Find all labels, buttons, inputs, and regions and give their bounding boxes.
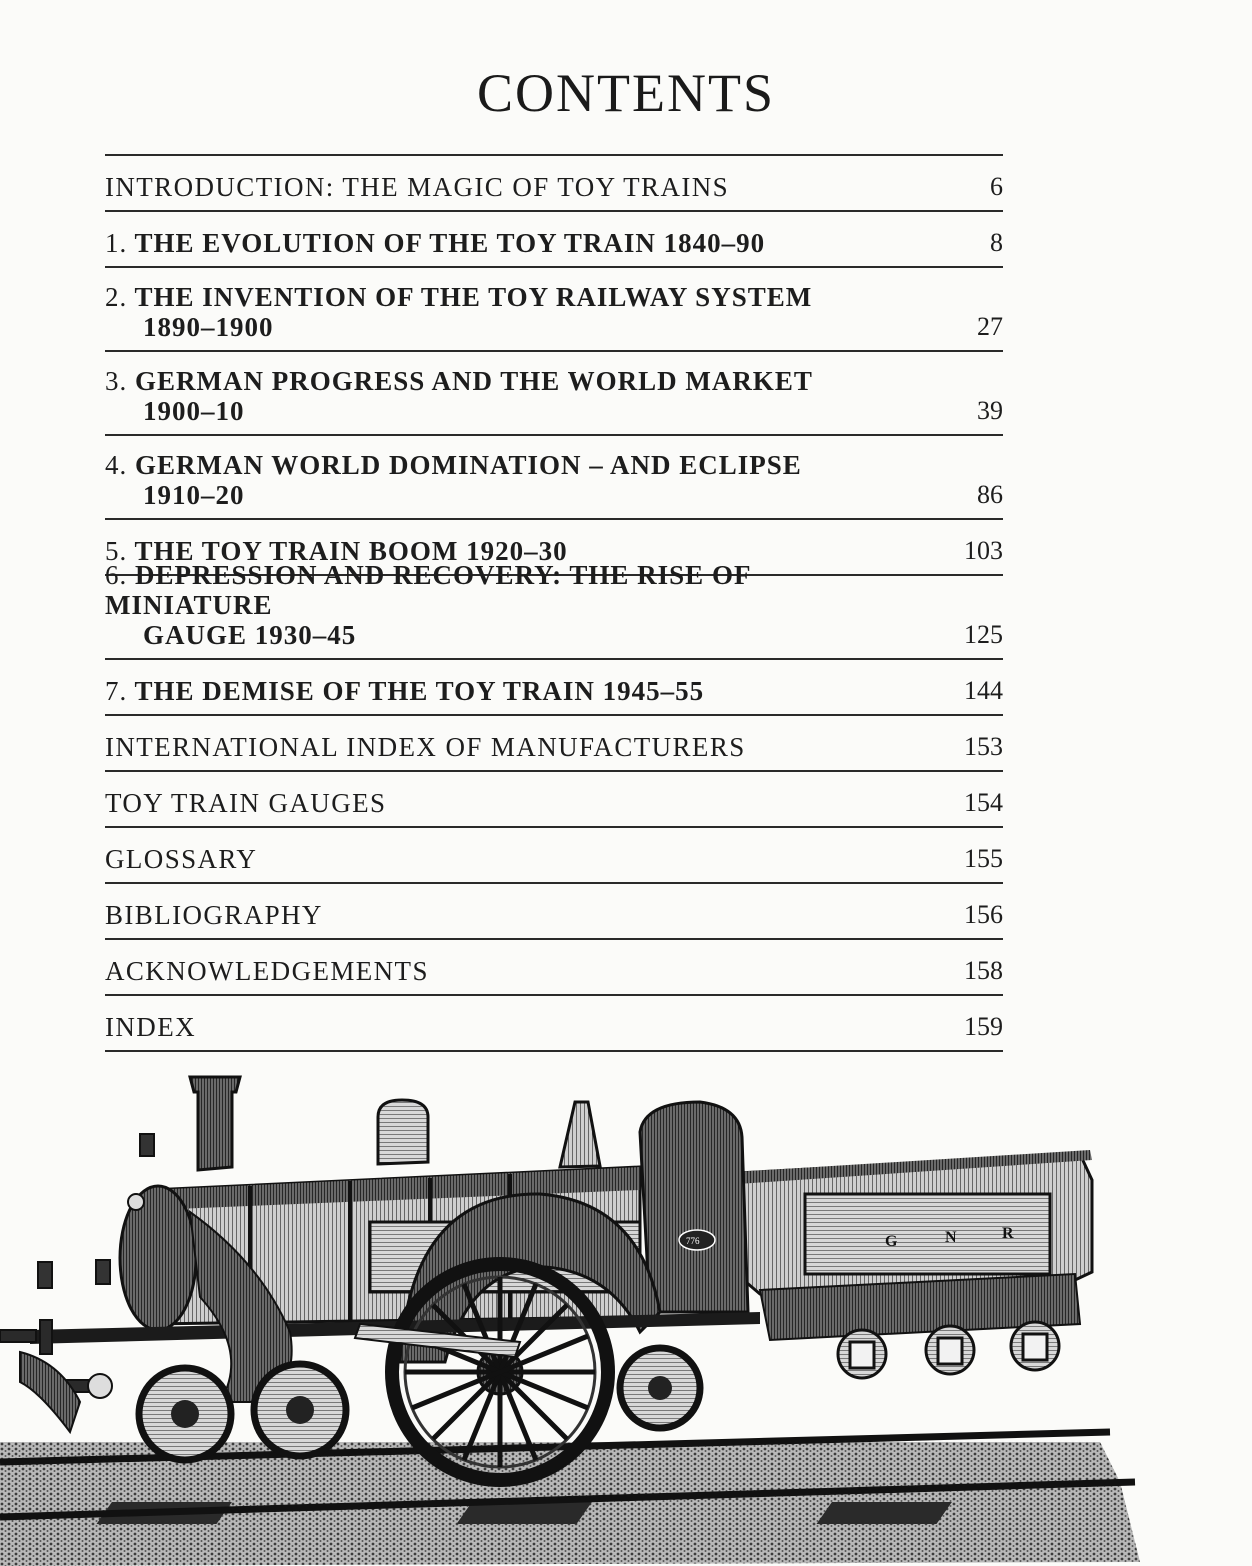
cab	[640, 1102, 748, 1312]
entry-title: 6. DEPRESSION AND RECOVERY: THE RISE OF MINIATURE GAUGE 1930–45	[105, 560, 751, 650]
driving-wheel	[392, 1264, 608, 1480]
engine-number: 776	[686, 1236, 700, 1246]
toc-entry-chapter-6[interactable]	[105, 560, 1003, 660]
entry-title: 4. GERMAN WORLD DOMINATION – AND ECLIPSE 1910–20	[105, 450, 802, 510]
toc-entry-introduction[interactable]	[105, 156, 1003, 212]
entry-title: 1. THE EVOLUTION OF THE TOY TRAIN 1840–90	[105, 228, 766, 258]
entry-title: 3. GERMAN PROGRESS AND THE WORLD MARKET 1900–10	[105, 366, 813, 426]
entry-page: 6	[990, 172, 1003, 201]
entry-page: 156	[964, 900, 1003, 929]
entry-title: TOY TRAIN GAUGES	[105, 788, 387, 818]
tender-letter: G	[885, 1233, 898, 1250]
locomotive-illustration	[0, 1062, 1252, 1566]
entry-title: BIBLIOGRAPHY	[105, 900, 323, 930]
toc-entry-bibliography[interactable]	[105, 884, 1003, 940]
entry-page: 103	[964, 536, 1003, 565]
tender-wheels	[838, 1322, 1059, 1378]
toc-entry-chapter-1[interactable]	[105, 212, 1003, 268]
toc-entry-chapter-3[interactable]	[105, 352, 1003, 436]
entry-page: 39	[977, 396, 1003, 425]
entry-page: 144	[964, 676, 1003, 705]
toc-entry-chapter-7[interactable]	[105, 660, 1003, 716]
entry-title: GLOSSARY	[105, 844, 258, 874]
tender-letter: R	[1002, 1225, 1014, 1242]
entry-title: INTERNATIONAL INDEX OF MANUFACTURERS	[105, 732, 746, 762]
entry-title: INTRODUCTION: THE MAGIC OF TOY TRAINS	[105, 172, 730, 202]
toc-entry-acknowledgements[interactable]	[105, 940, 1003, 996]
entry-page: 153	[964, 732, 1003, 761]
toc-entry-chapter-4[interactable]	[105, 436, 1003, 520]
steam-dome	[378, 1100, 428, 1164]
chimney	[190, 1077, 240, 1170]
entry-title: 5. THE TOY TRAIN BOOM 1920–30	[105, 536, 568, 566]
page-title: CONTENTS	[477, 63, 775, 123]
entry-title: ACKNOWLEDGEMENTS	[105, 956, 429, 986]
toc-entry-toy-train-gauges[interactable]	[105, 772, 1003, 828]
entry-page: 155	[964, 844, 1003, 873]
toc-entry-index-of-manufacturers[interactable]	[105, 716, 1003, 772]
entry-title: 7. THE DEMISE OF THE TOY TRAIN 1945–55	[105, 676, 705, 706]
toc-entry-glossary[interactable]	[105, 828, 1003, 884]
entry-title: INDEX	[105, 1012, 196, 1042]
toc-entry-chapter-2[interactable]	[105, 268, 1003, 352]
entry-page: 125	[964, 620, 1003, 649]
entry-page: 27	[977, 312, 1003, 341]
entry-title: 2. THE INVENTION OF THE TOY RAILWAY SYSTEM 1890–1900	[105, 282, 813, 342]
table-of-contents	[105, 154, 1003, 1052]
entry-page: 159	[964, 1012, 1003, 1041]
toc-entry-index[interactable]	[105, 996, 1003, 1052]
entry-page: 158	[964, 956, 1003, 985]
entry-page: 154	[964, 788, 1003, 817]
safety-valve	[560, 1102, 600, 1167]
entry-page: 86	[977, 480, 1003, 509]
trailing-wheel	[620, 1348, 700, 1428]
tender	[720, 1150, 1092, 1378]
tender-letter: N	[945, 1229, 957, 1246]
entry-page: 8	[990, 228, 1003, 257]
front-frame	[20, 1352, 80, 1432]
